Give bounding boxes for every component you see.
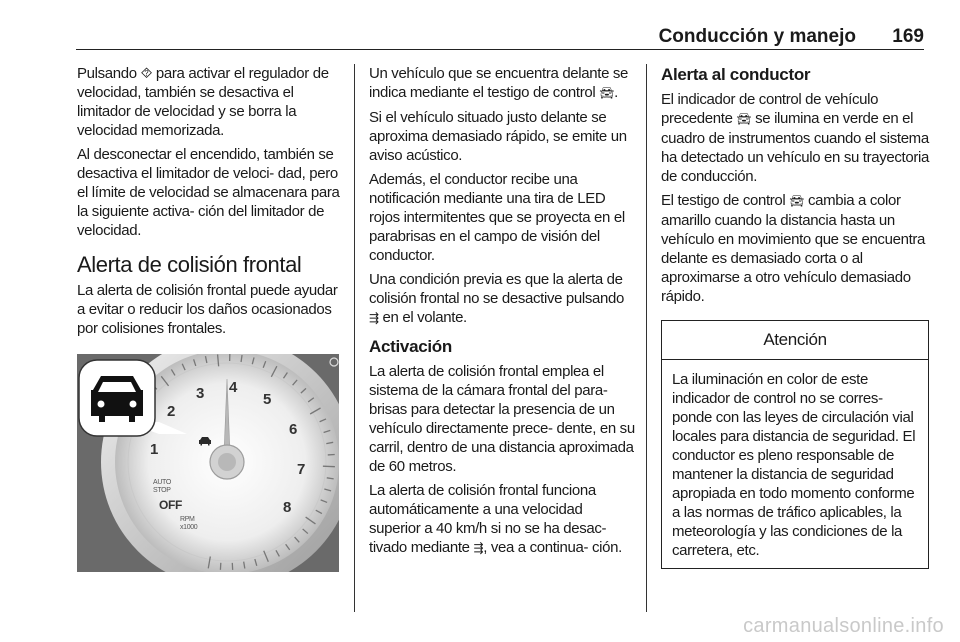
subsection-title: Alerta al conductor xyxy=(661,65,811,84)
gauge-number: 6 xyxy=(289,421,297,438)
gauge-number: 5 xyxy=(263,391,271,408)
watermark: carmanualsonline.info xyxy=(743,615,944,637)
column-2 xyxy=(369,64,637,563)
gauge-number: 2 xyxy=(167,403,175,420)
paragraph: Una condición previa es que la alerta de colisión frontal no se desactive pulsando ⇶ en el volante. xyxy=(369,271,624,326)
car-ahead-icon: 🚘︎ xyxy=(789,194,805,208)
paragraph: Al desconectar el encendido, también se desactiva el limitador de veloci‐ dad, pero el límite de velocidad se almacenara para la siguiente activa‐ ción del limitador de velocidad. xyxy=(77,146,340,239)
page-number: 169 xyxy=(892,26,924,47)
car-ahead-icon: 🚘︎ xyxy=(736,112,752,126)
paragraph: La alerta de colisión frontal puede ayudar a evitar o reducir los daños ocasionados por colisiones frontales. xyxy=(77,282,338,337)
gauge-tick xyxy=(323,466,335,467)
page-header xyxy=(0,0,960,52)
paragraph: Además, el conductor recibe una notificación mediante una tira de LED rojos intermitentes que se proyecta en el parabrisas en el campo de visión del conductor. xyxy=(369,171,625,264)
rpm-label: x1000 xyxy=(180,524,198,531)
paragraph: El testigo de control 🚘︎ cambia a color amarillo cuando la distancia hasta un vehículo en movimiento que se encuentra delante es demasiado corta o al aproximarse a otro vehículo demasiado rápido. xyxy=(661,192,926,305)
rpm-label: RPM xyxy=(180,516,195,523)
gauge-number: 8 xyxy=(283,499,291,516)
attention-box xyxy=(661,320,929,569)
collision-alert-button-icon: ⇶ xyxy=(369,311,379,325)
off-label: OFF xyxy=(159,498,182,512)
gauge-number: 3 xyxy=(196,385,204,402)
column-3 xyxy=(661,64,929,569)
chapter-title: Conducción y manejo xyxy=(658,26,856,47)
header-rule xyxy=(76,49,924,50)
tachometer-figure xyxy=(77,354,339,572)
column-1 xyxy=(77,64,349,572)
column-divider xyxy=(354,64,355,612)
car-ahead-icon: 🚘︎ xyxy=(599,86,615,100)
auto-stop-label: AUTO xyxy=(153,479,171,486)
attention-title: Atención xyxy=(662,321,928,360)
paragraph: El indicador de control de vehículo precedente 🚘︎ se ilumina en verde en el cuadro de instrumentos cuando el sistema ha detectado un vehículo en su trayectoria de conducción. xyxy=(661,91,929,185)
paragraph: La alerta de colisión frontal funciona automáticamente a una velocidad superior a 40 km/h si no se ha desac‐ tivado mediante ⇶, vea a continua‐ ción. xyxy=(369,482,622,556)
section-title: Alerta de colisión frontal xyxy=(77,252,302,277)
paragraph: Un vehículo que se encuentra delante se indica mediante el testigo de control 🚘︎. xyxy=(369,65,629,101)
gauge-number: 4 xyxy=(229,379,237,396)
paragraph: Si el vehículo situado justo delante se aproxima demasiado rápido, se emite un aviso acústico. xyxy=(369,109,627,164)
collision-alert-button-icon: ⇶ xyxy=(473,541,484,555)
attention-body: La iluminación en color de este indicador de control no se corres‐ ponde con las leyes de circulación vial locales para distancia de seguridad. El conductor es pleno responsable de mantener la distancia de seguridad apropiada en todo momento conforme a las normas de tráfico aplicables, la meteorología y las condiciones de la carretera, etc. xyxy=(672,371,916,559)
paragraph: La alerta de colisión frontal emplea el sistema de la cámara frontal del para‐ brisas para detectar la presencia de un vehículo directamente prece‐ dente, en su carril, dentro de una distancia aproximada de 60 metros. xyxy=(369,363,635,475)
subsection-title: Activación xyxy=(369,337,452,356)
paragraph: Pulsando ⯑ para activar el regulador de velocidad, también se desactiva el limitador de velocidad y se borra la velocidad memorizada. xyxy=(77,65,329,139)
tachometer-illustration xyxy=(77,354,339,572)
gauge-number: 1 xyxy=(150,441,158,458)
gauge-number: 7 xyxy=(297,461,305,478)
auto-stop-label: STOP xyxy=(153,487,171,494)
column-divider xyxy=(646,64,647,612)
